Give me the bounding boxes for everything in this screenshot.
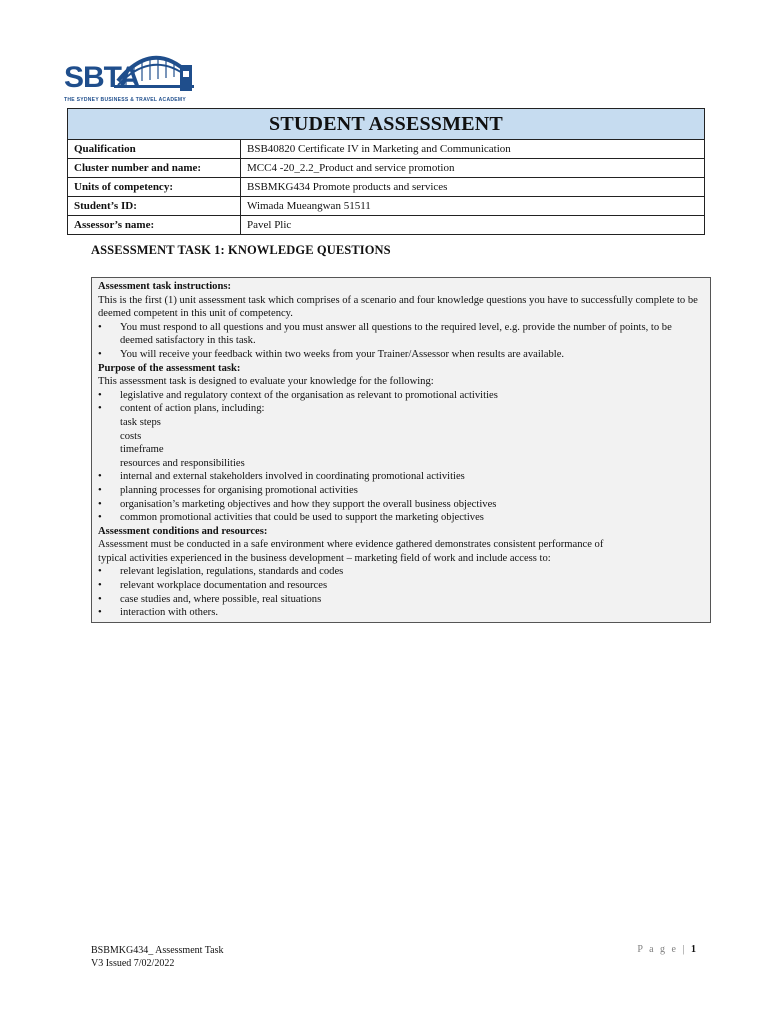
sub-item: resources and responsibilities <box>120 457 245 469</box>
footer-doc-info <box>91 944 223 970</box>
footer-version: V3 Issued 7/02/2022 <box>91 958 175 969</box>
table-row <box>68 140 705 159</box>
list-item-text: content of action plans, including: <box>120 403 265 415</box>
units-value: BSBMKG434 Promote products and services <box>241 178 705 197</box>
table-row <box>68 197 705 216</box>
bullet-icon: • <box>98 607 102 619</box>
assessor-label: Assessor’s name: <box>68 216 241 235</box>
list-item <box>98 565 704 579</box>
page-number-block <box>637 944 696 955</box>
sub-item: costs <box>120 430 142 442</box>
page-number: 1 <box>691 944 696 955</box>
bullet-icon: • <box>98 484 102 496</box>
bullet-icon: • <box>98 512 102 524</box>
table-row <box>68 159 705 178</box>
list-item <box>98 579 704 593</box>
list-item-text: interaction with others. <box>120 607 218 619</box>
table-row <box>68 216 705 235</box>
instructions-heading: Assessment task instructions: <box>98 281 232 292</box>
list-item <box>98 593 704 607</box>
instructions-intro: This is the first (1) unit assessment task which comprises of a scenario and four knowledge questions you have to successfully complete to be deemed competent in this unit of competency. <box>98 294 698 320</box>
list-item <box>98 484 704 498</box>
list-item-text: case studies and, where possible, real situations <box>120 593 322 605</box>
assessor-value: Pavel Plic <box>241 216 705 235</box>
list-item-text: planning processes for organising promotional activities <box>120 484 358 496</box>
bullet-icon: • <box>98 348 102 360</box>
conditions-heading: Assessment conditions and resources: <box>98 525 268 537</box>
list-item-text: organisation’s marketing objectives and how they support the overall business objectives <box>120 498 497 510</box>
footer-doc-code: BSBMKG434_ Assessment Task <box>91 945 224 956</box>
assessment-title: STUDENT ASSESSMENT <box>68 109 705 140</box>
bullet-icon: • <box>98 471 102 483</box>
sub-item: timeframe <box>120 444 164 456</box>
list-item <box>98 402 704 416</box>
task-heading: ASSESSMENT TASK 1: KNOWLEDGE QUESTIONS <box>91 243 391 257</box>
bullet-icon: • <box>98 403 102 415</box>
conditions-line-2: typical activities experienced in the business development – marketing field of work and include access to: <box>98 552 551 564</box>
list-item-text: common promotional activities that could be used to support the marketing objectives <box>120 512 484 524</box>
list-item-text: relevant workplace documentation and resources <box>120 580 328 592</box>
bullet-icon: • <box>98 593 102 605</box>
conditions-list <box>98 565 704 619</box>
bullet-icon: • <box>98 389 102 401</box>
list-item <box>98 321 704 348</box>
list-item <box>98 389 704 403</box>
table-row <box>68 178 705 197</box>
qualification-value: BSB40820 Certificate IV in Marketing and Communication <box>241 140 705 159</box>
sbta-logo <box>64 43 196 103</box>
units-label: Units of competency: <box>68 178 241 197</box>
list-item <box>98 470 704 484</box>
list-item-text: You must respond to all questions and you must answer all questions to the required level, e.g. provide the number of points, to be deemed satisfactory in this task. <box>120 321 672 347</box>
list-item <box>98 606 704 620</box>
student-id-label: Student’s ID: <box>68 197 241 216</box>
purpose-list-rest <box>98 470 704 524</box>
instructions-box <box>91 277 711 623</box>
bullet-icon: • <box>98 580 102 592</box>
qualification-label: Qualification <box>68 140 241 159</box>
svg-text:THE SYDNEY BUSINESS & TRAVEL A: THE SYDNEY BUSINESS & TRAVEL ACADEMY <box>64 97 187 103</box>
purpose-intro: This assessment task is designed to evaluate your knowledge for the following: <box>98 376 434 388</box>
bullet-icon: • <box>98 321 102 333</box>
list-item <box>98 511 704 525</box>
bullet-icon: • <box>98 566 102 578</box>
assessment-details-table <box>67 108 705 235</box>
page-label: P a g e | <box>637 944 687 955</box>
list-item <box>98 348 704 362</box>
student-id-value: Wimada Mueangwan 51511 <box>241 197 705 216</box>
list-item-text: internal and external stakeholders involved in coordinating promotional activities <box>120 471 465 483</box>
list-item-text: You will receive your feedback within two weeks from your Trainer/Assessor when results are available. <box>120 348 565 360</box>
cluster-value: MCC4 -20_2.2_Product and service promotion <box>241 159 705 178</box>
purpose-heading: Purpose of the assessment task: <box>98 362 241 374</box>
list-item-text: legislative and regulatory context of the organisation as relevant to promotional activities <box>120 389 498 401</box>
purpose-list <box>98 389 704 416</box>
sub-item: task steps <box>120 416 161 428</box>
instructions-list <box>98 321 704 362</box>
conditions-line-1: Assessment must be conducted in a safe environment where evidence gathered demonstrates consistent performance of <box>98 539 604 551</box>
bullet-icon: • <box>98 498 102 510</box>
cluster-label: Cluster number and name: <box>68 159 241 178</box>
list-item <box>98 498 704 512</box>
svg-text:SBTA: SBTA <box>64 61 140 94</box>
list-item-text: relevant legislation, regulations, standards and codes <box>120 566 344 578</box>
